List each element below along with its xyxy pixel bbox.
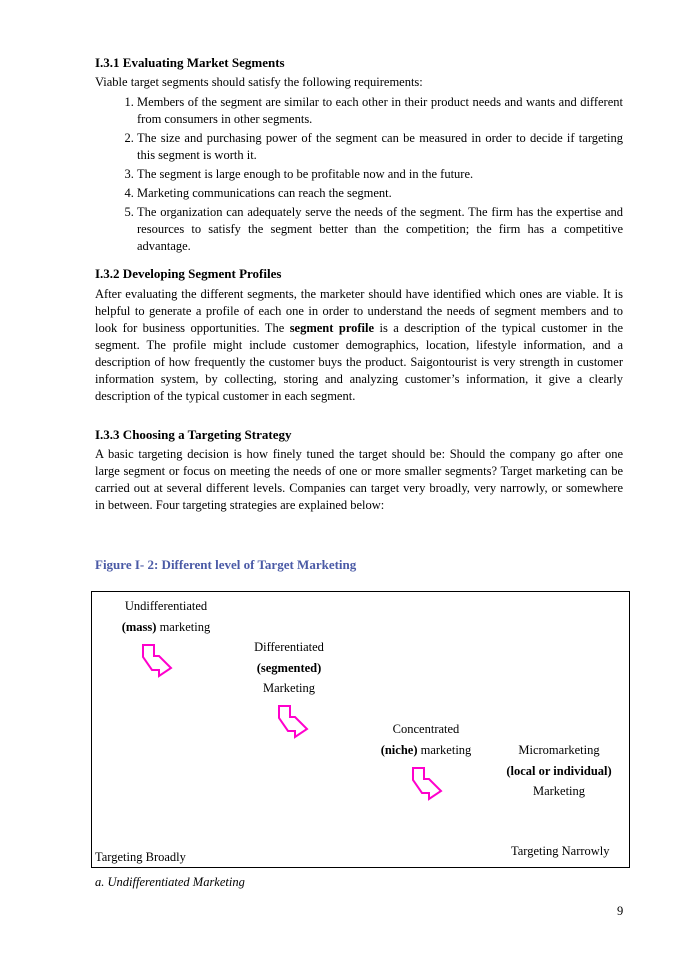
list-item: 4. Marketing communications can reach the segment. [137,185,623,202]
target-marketing-diagram [91,591,630,868]
level-subtitle [104,617,228,638]
section-heading-evaluating: I.3.1 Evaluating Market Segments [95,55,285,70]
level-bold: (segmented) [256,660,322,675]
requirements-intro: Viable target segments should satisfy the following requirements: [95,75,423,89]
level-undifferentiated [104,596,228,637]
profiles-text-after: is a description of the typical customer in the segment. The profile might include customer demographics, location, lifestyle information, and a description of how frequently the customer buys the product. Saigontourist is very strength in customer information system, by collecting, storing and analyzing customer’s information, it give a clearly description of the typical customer in each segment. [95,321,623,403]
level-title: Concentrated [392,722,460,736]
figure-caption: Figure I- 2: Different level of Target Marketing [95,557,357,572]
page-number: 9 [617,904,624,918]
level-differentiated [238,637,340,699]
list-item: 3. The segment is large enough to be profitable now and in the future. [137,166,623,183]
chevron-arrow-icon [140,643,176,679]
level-bold: (mass) [121,619,157,634]
profiles-paragraph [95,286,623,405]
subsection-caption: a. Undifferentiated Marketing [95,875,245,889]
targeting-narrowly-label: Targeting Narrowly [511,844,610,858]
level-subtitle [368,740,484,761]
level-bold: (niche) [380,742,418,757]
level-rest: marketing [417,742,472,757]
level-concentrated [368,719,484,760]
level-title: Differentiated [254,640,324,654]
level-title: Micromarketing [518,743,600,757]
level-line3: Marketing [532,784,586,798]
level-title: Undifferentiated [124,599,208,613]
chevron-arrow-icon [410,766,446,802]
level-subtitle [494,761,624,782]
level-micromarketing [494,740,624,802]
chevron-arrow-icon [276,704,312,740]
level-line3: Marketing [262,681,316,695]
requirements-list [95,94,623,257]
level-subtitle [238,658,340,679]
targeting-paragraph: A basic targeting decision is how finely tuned the target should be: Should the company go after one large segment or focus on meeting the needs of one or more smaller segments? Target marketing can be carried out at several different levels. Companies can target very broadly, very narrowly, or somewhere in between. Four targeting strategies are explained below: [95,447,623,512]
segment-profile-term: segment profile [289,321,375,335]
list-item: 1. Members of the segment are similar to each other in their product needs and wants and different from consumers in other segments. [137,94,623,128]
targeting-broadly-label: Targeting Broadly [95,850,186,864]
list-item: 2. The size and purchasing power of the segment can be measured in order to decide if targeting this segment is worth it. [137,130,623,164]
list-item: 5. The organization can adequately serve the needs of the segment. The firm has the expertise and resources to satisfy the segment better than the competition; the firm has a competitive advantage. [137,204,623,255]
section-heading-profiles: I.3.2 Developing Segment Profiles [95,266,282,281]
level-rest: marketing [156,619,211,634]
level-bold: (local or individual) [506,763,612,778]
section-heading-targeting: I.3.3 Choosing a Targeting Strategy [95,427,292,442]
profiles-text-before: After evaluating the different segments, the marketer should have identified which ones are viable. It is helpful to generate a profile of each one in order to understand the needs of segment members and to look for business opportunities. The [95,287,623,335]
